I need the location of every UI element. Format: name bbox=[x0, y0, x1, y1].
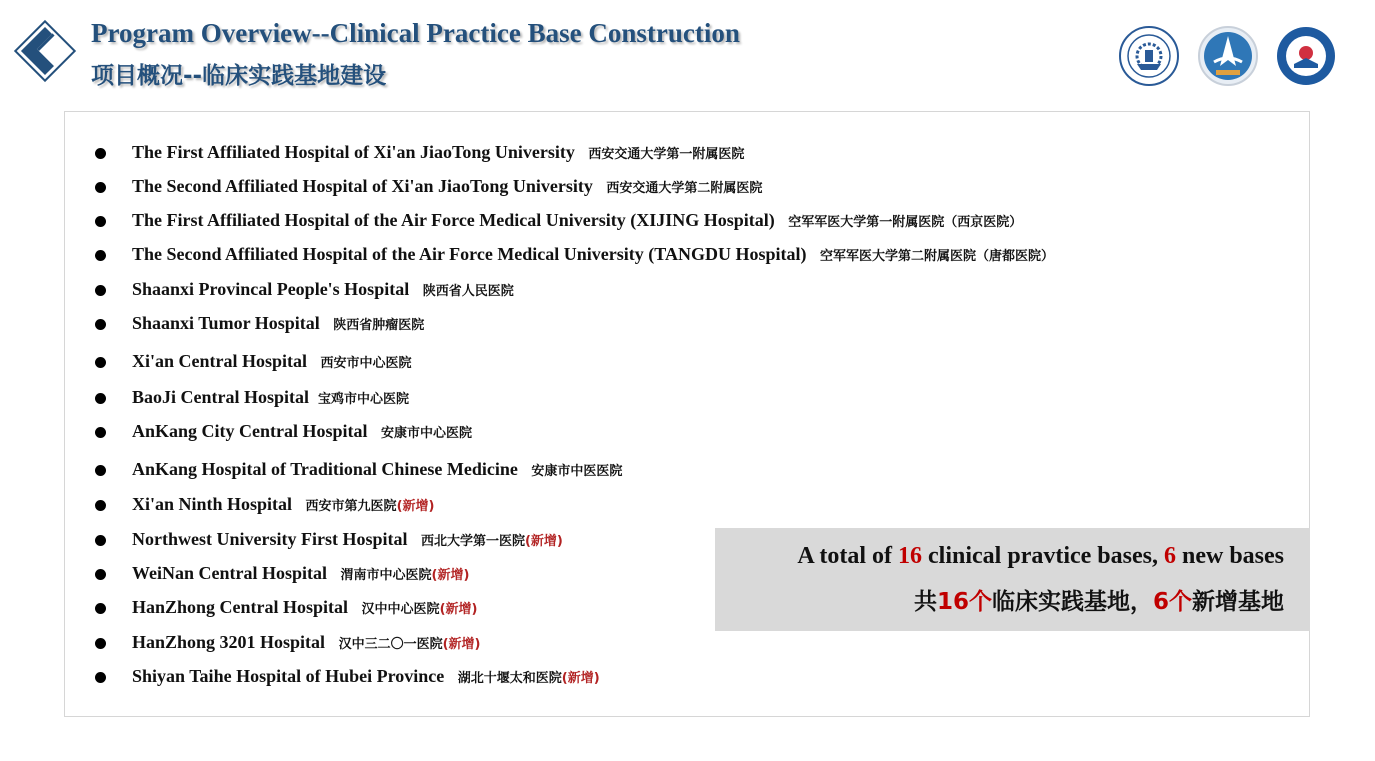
bullet-icon bbox=[95, 216, 106, 227]
bullet-icon bbox=[95, 465, 106, 476]
hospital-name-zh: 空军军医大学第二附属医院（唐都医院） bbox=[819, 249, 1054, 264]
page-title-zh: 项目概况--临床实践基地建设 bbox=[91, 63, 387, 89]
hospital-name-zh: 汉中中心医院 bbox=[361, 602, 440, 617]
new-tag: (新增) bbox=[396, 499, 435, 514]
hospital-name-zh: 渭南市中心医院 bbox=[340, 568, 432, 583]
hospital-name-en: WeiNan Central Hospital 渭南市中心医院(新增) bbox=[132, 563, 470, 583]
hospital-name-en: Northwest University First Hospital 西北大学第一医院(新增) bbox=[132, 529, 563, 549]
bullet-icon bbox=[95, 427, 106, 438]
hospital-name-en: Shiyan Taihe Hospital of Hubei Province 湖北十堰太和医院(新增) bbox=[132, 666, 600, 686]
bullet-icon bbox=[95, 182, 106, 193]
hospital-name-en: The First Affiliated Hospital of the Air Force Medical University (XIJING Hospital) 空军军医大学第一附属医院（西京医院） bbox=[132, 210, 1023, 230]
hospital-name-en: AnKang City Central Hospital 安康市中心医院 bbox=[132, 421, 473, 441]
new-tag: (新增) bbox=[524, 534, 563, 549]
hospital-name-zh: 安康市中心医院 bbox=[381, 426, 473, 441]
summary-en: A total of 16 clinical pravtice bases, 6 new bases bbox=[797, 543, 1284, 569]
hospital-name-en: The First Affiliated Hospital of Xi'an JiaoTong University 西安交通大学第一附属医院 bbox=[132, 142, 745, 162]
bullet-icon bbox=[95, 285, 106, 296]
summary-new-count-zh: 6个 bbox=[1152, 589, 1192, 615]
hospital-name-en: Shaanxi Tumor Hospital 陕西省肿瘤医院 bbox=[132, 313, 425, 333]
hospital-name-zh: 西安交通大学第一附属医院 bbox=[588, 147, 745, 162]
bullet-icon bbox=[95, 569, 106, 580]
hospital-name-en: AnKang Hospital of Traditional Chinese Medicine 安康市中医医院 bbox=[132, 459, 623, 479]
hospital-name-zh: 安康市中医医院 bbox=[531, 464, 623, 479]
hospital-name-en: The Second Affiliated Hospital of Xi'an JiaoTong University 西安交通大学第二附属医院 bbox=[132, 176, 763, 196]
hospital-name-en: Xi'an Ninth Hospital 西安市第九医院(新增) bbox=[132, 494, 435, 514]
new-tag: (新增) bbox=[561, 671, 600, 686]
new-tag: (新增) bbox=[442, 637, 481, 652]
bullet-icon bbox=[95, 393, 106, 404]
hospital-name-zh: 湖北十堰太和医院 bbox=[457, 671, 562, 686]
bullet-icon bbox=[95, 603, 106, 614]
hospital-name-zh: 陕西省肿瘤医院 bbox=[333, 318, 425, 333]
new-tag: (新增) bbox=[439, 602, 478, 617]
bullet-icon bbox=[95, 500, 106, 511]
summary-total-count-zh: 16个 bbox=[936, 589, 992, 615]
hospital-name-zh: 宝鸡市中心医院 bbox=[318, 392, 410, 407]
hospital-name-zh: 西安市中心医院 bbox=[320, 356, 412, 371]
hospital-name-en: BaoJi Central Hospital 宝鸡市中心医院 bbox=[132, 387, 410, 407]
bullet-icon bbox=[95, 148, 106, 159]
hospital-name-en: Shaanxi Provincal People's Hospital 陕西省人民医院 bbox=[132, 279, 514, 299]
xjtu-seal-icon bbox=[1119, 26, 1179, 86]
hospital-name-zh: 西安交通大学第二附属医院 bbox=[606, 181, 763, 196]
school-emblem-icon bbox=[1276, 26, 1336, 86]
bullet-icon bbox=[95, 638, 106, 649]
hospital-name-zh: 西北大学第一医院 bbox=[420, 534, 525, 549]
new-tag: (新增) bbox=[431, 568, 470, 583]
summary-new-count: 6 bbox=[1163, 543, 1176, 569]
hospital-name-zh: 西安市第九医院 bbox=[305, 499, 397, 514]
hospital-name-en: HanZhong Central Hospital 汉中中心医院(新增) bbox=[132, 597, 478, 617]
summary-zh: 共16个临床实践基地，6个新增基地 bbox=[913, 589, 1284, 615]
summary-box bbox=[715, 528, 1310, 631]
hospital-name-zh: 汉中三二〇一医院 bbox=[338, 637, 443, 652]
hospital-emblem-icon bbox=[1198, 26, 1258, 86]
hospital-name-zh: 陕西省人民医院 bbox=[422, 284, 514, 299]
hospital-name-en: HanZhong 3201 Hospital 汉中三二〇一医院(新增) bbox=[132, 632, 481, 652]
bullet-icon bbox=[95, 357, 106, 368]
hospital-name-en: Xi'an Central Hospital 西安市中心医院 bbox=[132, 351, 412, 371]
bullet-icon bbox=[95, 672, 106, 683]
bullet-icon bbox=[95, 250, 106, 261]
bullet-icon bbox=[95, 535, 106, 546]
page-title-en: Program Overview--Clinical Practice Base Construction bbox=[91, 18, 740, 48]
hospital-name-en: The Second Affiliated Hospital of the Air Force Medical University (TANGDU Hospital) 空军军医大学第二附属医院（唐都医院） bbox=[132, 244, 1054, 264]
hospital-name-zh: 空军军医大学第一附属医院（西京医院） bbox=[788, 215, 1023, 230]
summary-total-count: 16 bbox=[898, 543, 923, 569]
bullet-icon bbox=[95, 319, 106, 330]
